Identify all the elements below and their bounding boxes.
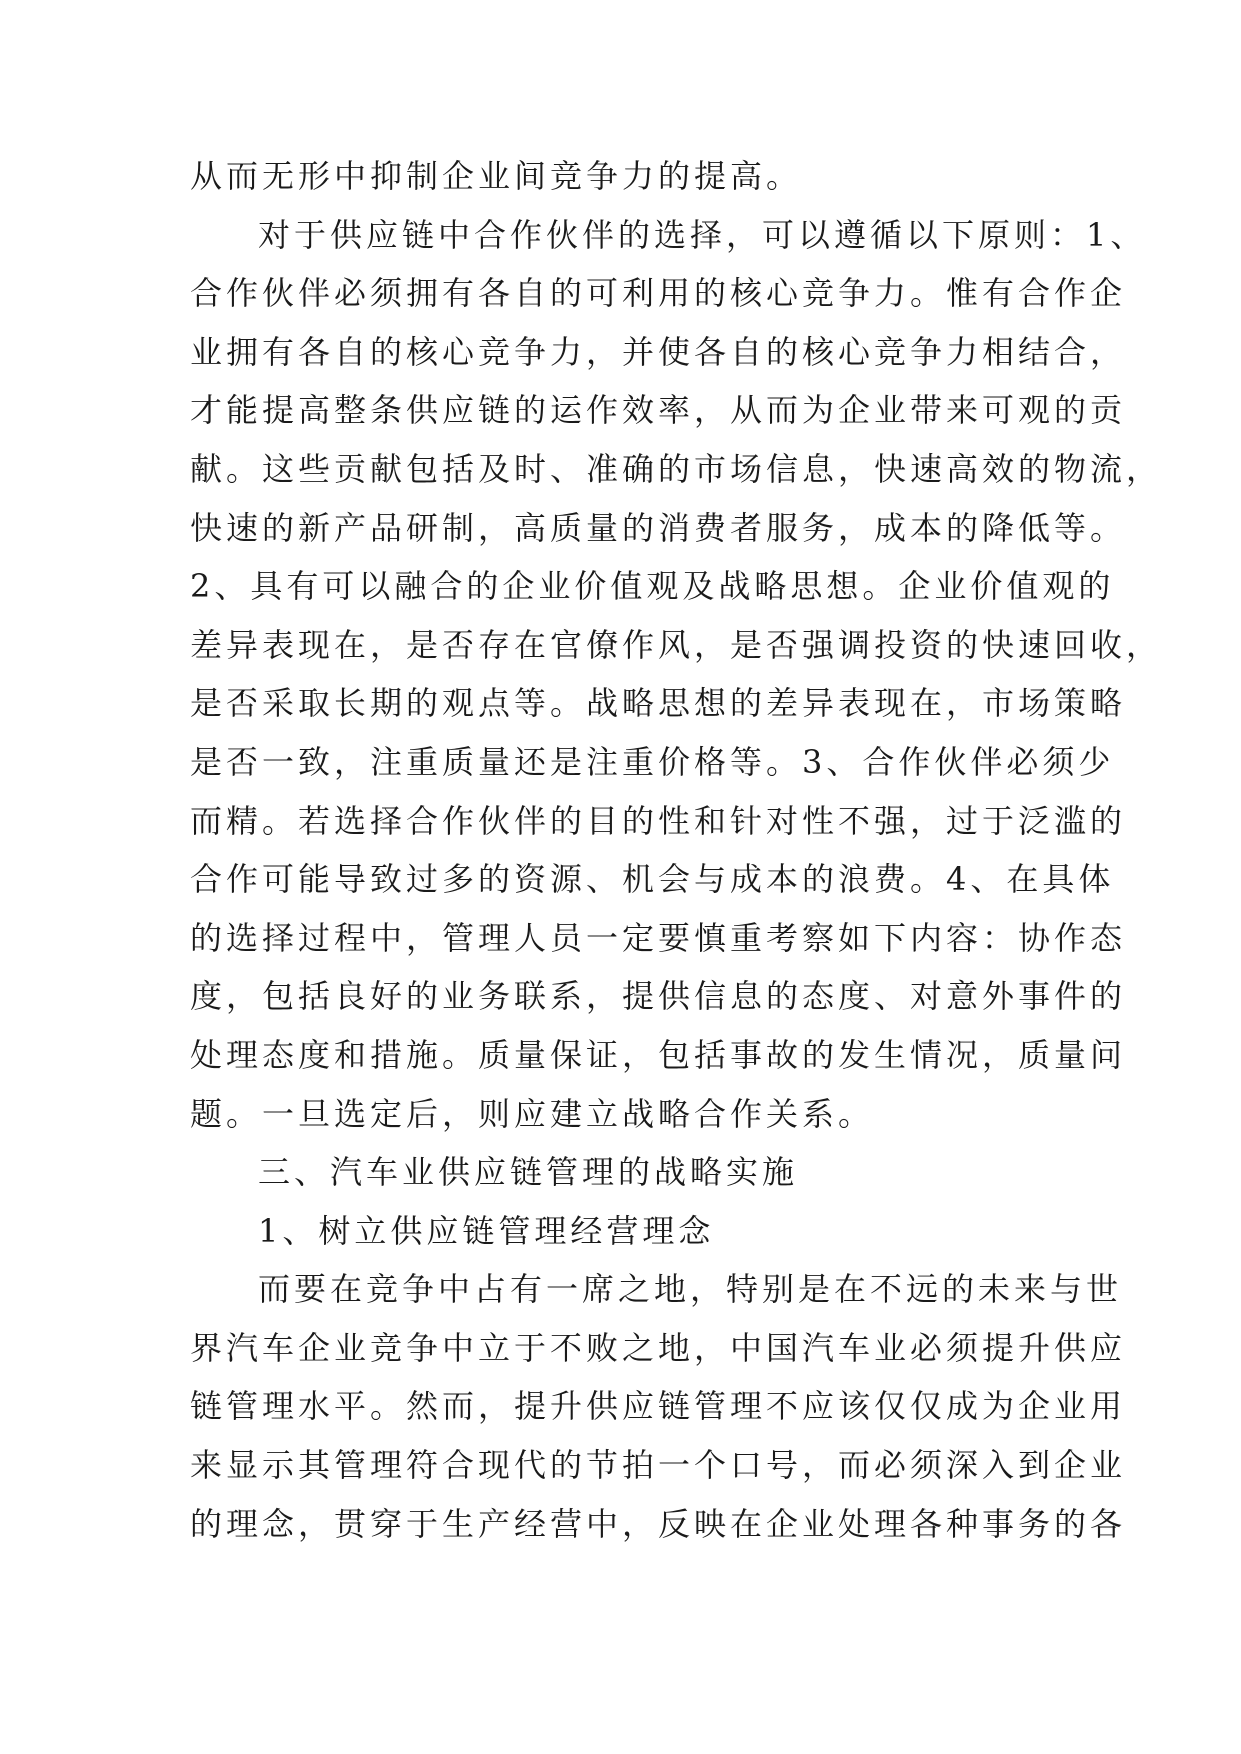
text-line: 来显示其管理符合现代的节拍一个口号，而必须深入到企业 <box>190 1446 1127 1485</box>
text-line: 链管理水平。然而，提升供应链管理不应该仅仅成为企业用 <box>190 1387 1127 1426</box>
text-line: 2、具有可以融合的企业价值观及战略思想。企业价值观的 <box>190 567 1115 606</box>
text-line: 是否采取长期的观点等。战略思想的差异表现在，市场策略 <box>190 684 1127 723</box>
text-line: 业拥有各自的核心竞争力，并使各自的核心竞争力相结合， <box>190 332 1127 371</box>
text-line: 合作伙伴必须拥有各自的可利用的核心竞争力。惟有合作企 <box>190 274 1127 313</box>
text-line: 献。这些贡献包括及时、准确的市场信息，快速高效的物流， <box>190 449 1163 488</box>
text-line: 而精。若选择合作伙伴的目的性和针对性不强，过于泛滥的 <box>190 801 1127 840</box>
text-line: 的理念，贯穿于生产经营中，反映在企业处理各种事务的各 <box>190 1504 1127 1543</box>
text-line: 才能提高整条供应链的运作效率，从而为企业带来可观的贡 <box>190 391 1127 430</box>
text-line: 题。一旦选定后，则应建立战略合作关系。 <box>190 1094 875 1133</box>
text-line: 合作可能导致过多的资源、机会与成本的浪费。4、在具体 <box>190 860 1115 899</box>
text-line: 度，包括良好的业务联系，提供信息的态度、对意外事件的 <box>190 977 1127 1016</box>
text-line: 而要在竞争中占有一席之地，特别是在不远的未来与世 <box>258 1270 1123 1309</box>
subsection-heading: 1、树立供应链管理经营理念 <box>258 1211 715 1250</box>
text-line: 的选择过程中，管理人员一定要慎重考察如下内容：协作态 <box>190 918 1127 957</box>
body-text <box>190 147 1163 1553</box>
text-line: 是否一致，注重质量还是注重价格等。3、合作伙伴必须少 <box>190 742 1115 781</box>
text-line: 快速的新产品研制，高质量的消费者服务，成本的降低等。 <box>190 508 1127 547</box>
text-line: 差异表现在，是否存在官僚作风，是否强调投资的快速回收， <box>190 625 1163 664</box>
text-line: 界汽车企业竞争中立于不败之地，中国汽车业必须提升供应 <box>190 1328 1127 1367</box>
text-line: 对于供应链中合作伙伴的选择，可以遵循以下原则：1、 <box>258 215 1147 254</box>
text-line: 从而无形中抑制企业间竞争力的提高。 <box>190 157 803 195</box>
text-line: 处理态度和措施。质量保证，包括事故的发生情况，质量问 <box>190 1035 1127 1074</box>
section-heading: 三、汽车业供应链管理的战略实施 <box>258 1153 799 1192</box>
